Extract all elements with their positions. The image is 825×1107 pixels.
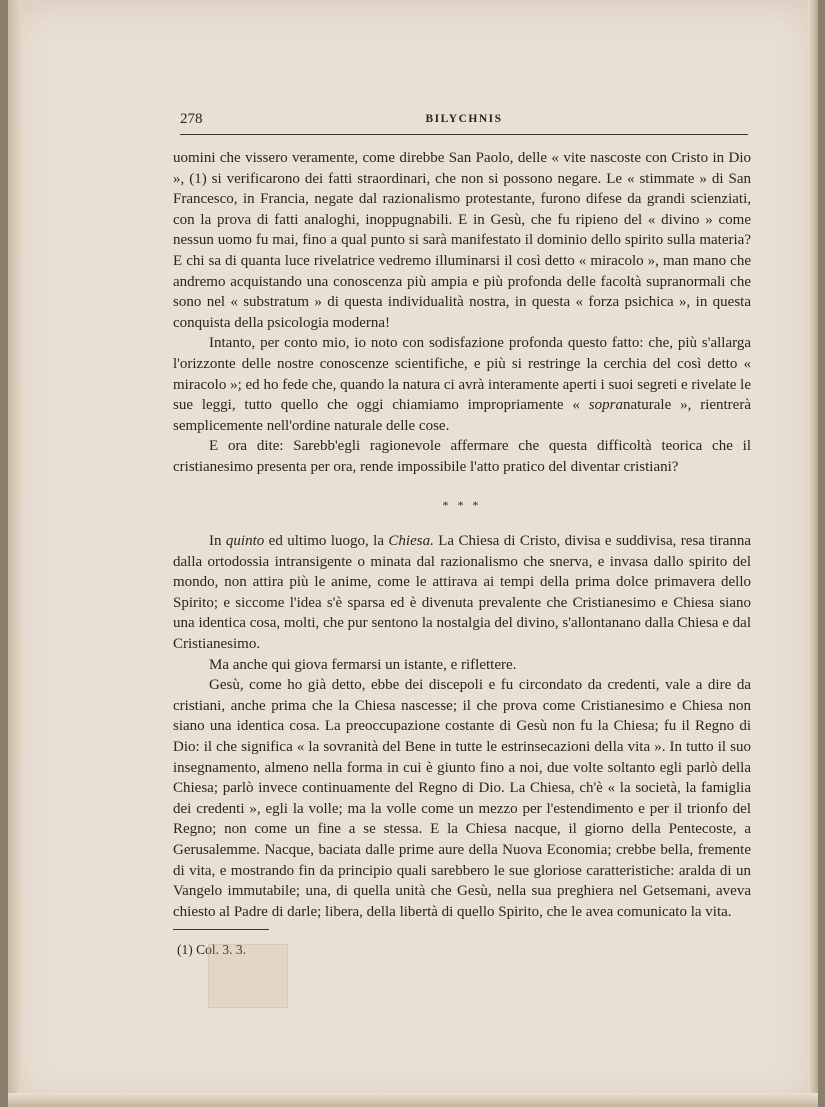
library-stamp xyxy=(208,944,288,1008)
paragraph-chiesa-c: La Chiesa di Cristo, divisa e suddivisa, resa tiranna dalla ortodossia intransigente o minata dal razionalismo che snerva, e invasa dallo spirito del mondo, non attira più le anime, come le attirava ai tempi della prima dolce primavera dello Spirito; e siccome l'idea s'è sparsa ed è divenuta prevalente che Cristianesimo e Chiesa siano una identica cosa, molti, che pur sentono la nostalgia del divino, s'allontanano dalla Chiesa e dal Cristianesimo. xyxy=(173,533,752,653)
footnote-rule xyxy=(173,929,269,930)
section-separator: * * * xyxy=(442,497,482,512)
paragraph-intanto-end: naturale », rientrerà semplicemente nell'ordine naturale delle cose. xyxy=(173,397,751,434)
paragraph-riflettere: Ma anche qui giova fermarsi un istante, e riflettere. xyxy=(209,656,517,673)
page-left-edge xyxy=(8,0,22,1107)
paragraph-chiesa-b: ed ultimo luogo, la xyxy=(264,533,389,550)
paragraph-intanto xyxy=(173,333,751,436)
body-text xyxy=(173,148,751,961)
page-number: 278 xyxy=(180,111,203,127)
running-title: BILYCHNIS xyxy=(425,113,503,125)
paragraph-chiesa xyxy=(173,531,751,655)
paragraph-gesu: Gesù, come ho già detto, ebbe dei discepoli e fu circondato da credenti, vale a dire da cristiani, anche prima che la Chiesa nascesse; il che prova come Cristianesimo e Chiesa non siano una identica cosa. La preoccupazione costante di Gesù non fu la Chiesa; fu il Regno di Dio: il che significa « la sovranità del Bene in tutte le estrinsecazioni della vita ». In tutto il suo insegnamento, almeno nella forma in cui è giunto fino a noi, due volte soltanto egli parlò della Chiesa; parlò invece continuamente del Regno di Dio. La Chiesa, ch'è « la società, la famiglia dei credenti », egli la volle; ma la volle come un mezzo per l'estendimento e per il trionfo del Regno; non come un fine a se stessa. E la Chiesa nacque, il giorno della Pentecoste, a Gerusalemme. Nacque, baciata dalle prime aure della Nuova Economia; crebbe bella, fremente di vita, e mostrando fin da principio quali sarebbero le sue gloriose caratteristiche: aralda di un Vangelo immutabile; una, di quella unità che Gesù, nella sua preghiera nel Getsemani, aveva chiesto al Padre di darle; libera, della libertà di quello Spirito, che le avea comunicato la vita. xyxy=(173,677,751,920)
page-right-edge xyxy=(808,0,818,1107)
page-bottom-edge xyxy=(8,1093,818,1107)
page-header xyxy=(180,110,748,135)
italic-chiesa: Chiesa. xyxy=(388,533,434,550)
italic-sopra: sopra xyxy=(588,397,623,414)
paragraph-intanto-text: Intanto, per conto mio, io noto con sodisfazione profonda questo fatto: che, più s'allarga l'orizzonte delle nostre conoscenze scientifiche, e più si restringe la cerchia del così detto « miracolo »; ed ho fede che, quando la natura ci avrà interamente aperti i suoi segreti e rivelate le sue leggi, tutto quello che oggi chiamiamo impropriamente « xyxy=(173,335,751,414)
paragraph-continuation: uomini che vissero veramente, come direbbe San Paolo, delle « vite nascoste con Cristo in Dio », (1) si verificarono dei fatti straordinari, che non si possono negare. Le « stimmate » di San Francesco, in Francia, negate dal razionalismo protestante, furono difese da grandi scienziati, con la prova di fatti analoghi, inoppugnabili. E in Gesù, che fu ripieno del « divino » come nessun uomo fu mai, fino a qual punto si sarà manifestato il dominio dello spirito sulla materia? E chi sa di quanta luce rivelatrice vedremo illuminarsi il così detto « miracolo », man mano che andremo acquistando una conoscenza più ampia e più profonda delle facoltà supranormali che sono nel « substratum » di questa individualità nostra, in questa « forza psichica », in questa conquista della psicologia moderna! xyxy=(173,150,751,331)
paragraph-ora-dite: E ora dite: Sarebb'egli ragionevole affermare che questa difficoltà teorica che il cristianesimo presenta per ora, rende impossibile l'atto pratico del diventar cristiani? xyxy=(173,438,751,475)
footnote: (1) Col. 3. 3. xyxy=(177,942,246,958)
book-page xyxy=(8,0,818,1107)
italic-quinto: quinto xyxy=(225,533,265,550)
paragraph-chiesa-a: In xyxy=(209,533,226,550)
